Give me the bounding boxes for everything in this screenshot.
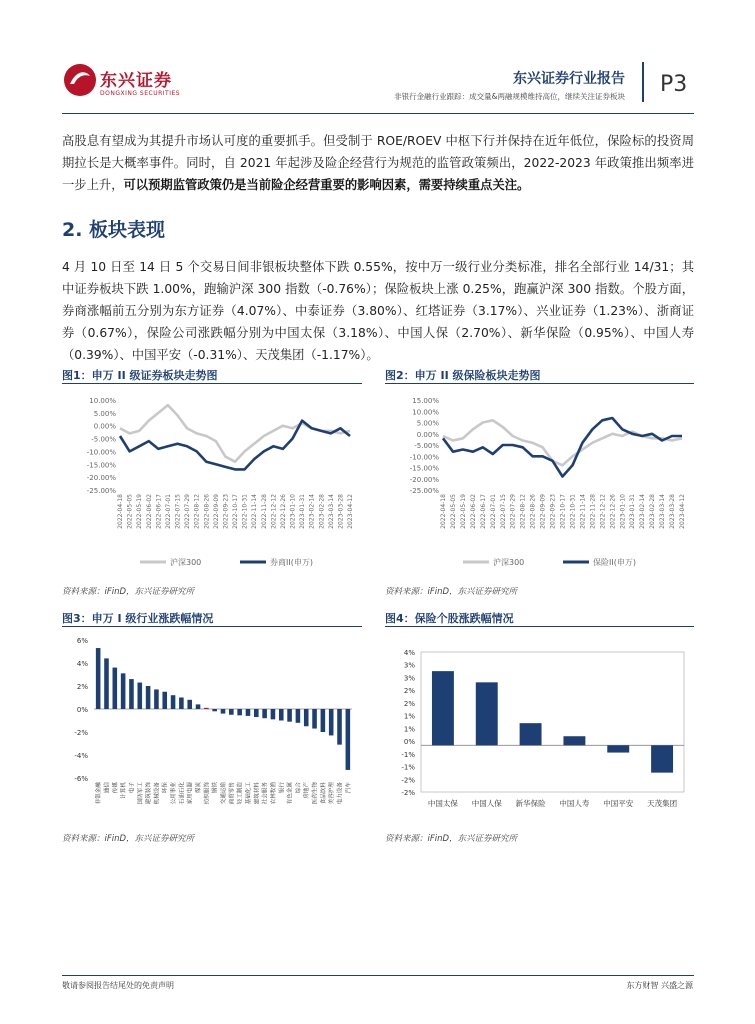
bar [204, 708, 209, 709]
bar [237, 709, 242, 715]
fig4-source: 资料来源：iFinD，东兴证券研究所 [385, 834, 518, 844]
x-tick-label: 电子 [129, 782, 136, 794]
y-tick-label: -2% [401, 776, 415, 785]
intro-text: 高股息有望成为其提升市场认可度的重要抓手。但受制于 ROE/ROEV 中枢下行并保持在近年低位，保险标的投资周期拉长是大概率事件。同时，自 2021 年起涉及险企经营行为规范的监管政策频出，2022-2023 年政策推出频率进一步上升， [62, 134, 694, 192]
fig1-source: 资料来源：iFinD，东兴证券研究所 [62, 587, 195, 597]
intro-paragraph [62, 130, 694, 196]
y-tick-label: -1% [401, 750, 415, 759]
x-tick-label: 2023-03-28 [337, 494, 345, 529]
bar [271, 709, 276, 719]
bar [104, 658, 109, 709]
y-tick-label: -4% [74, 752, 88, 760]
fig2-title: 图2：申万 II 级保险板块走势图 [385, 369, 541, 382]
x-tick-label: 2022-06-17 [155, 494, 163, 529]
y-tick-label: 2% [403, 699, 415, 708]
x-tick-label: 2022-10-17 [559, 494, 567, 529]
x-tick-label: 2022-12-12 [599, 494, 607, 529]
fig4-rule [385, 626, 694, 627]
legend-label: 沪深300 [170, 558, 202, 567]
x-tick-label: 2022-10-31 [569, 494, 577, 529]
x-tick-label: 2022-07-15 [499, 494, 507, 529]
x-tick-label: 天茂集团 [647, 799, 678, 808]
y-tick-label: 0.00% [93, 422, 116, 431]
x-tick-label: 2022-04-18 [440, 494, 447, 529]
intro-bold-text: 可以预期监管政策仍是当前险企经营重要的影响因素，需要持续重点关注。 [123, 178, 530, 192]
bar [287, 709, 292, 722]
y-tick-label: 5.00% [93, 409, 116, 418]
y-tick-label: 1% [403, 712, 415, 721]
header-divider [642, 62, 644, 102]
x-tick-label: 2022-07-01 [489, 494, 497, 529]
y-tick-label: -2% [74, 729, 88, 737]
x-tick-label: 中国太保 [427, 799, 458, 808]
x-tick-label: 中国人保 [471, 799, 502, 808]
x-tick-label: 2022-08-26 [529, 494, 537, 529]
series-line-0 [443, 420, 682, 465]
bar [296, 709, 301, 723]
x-tick-label: 交通运输 [221, 782, 227, 805]
bar [304, 709, 309, 726]
bar [113, 668, 118, 709]
y-tick-label: -5.00% [414, 442, 439, 450]
x-tick-label: 2022-09-09 [539, 494, 547, 529]
header-rule [62, 113, 694, 114]
bar [607, 745, 629, 752]
bar [154, 689, 159, 709]
x-tick-label: 新华保险 [515, 799, 546, 808]
bar [129, 679, 134, 709]
y-tick-label: 1% [403, 725, 415, 734]
y-tick-label: 0% [403, 738, 415, 747]
bar [171, 695, 176, 709]
x-tick-label: 2022-06-02 [469, 494, 477, 529]
x-tick-label: 2022-07-29 [509, 494, 517, 529]
x-tick-label: 2022-11-28 [589, 494, 597, 529]
bar [221, 709, 226, 714]
x-tick-label: 公用事业 [171, 782, 178, 805]
x-tick-label: 电力设备 [337, 782, 344, 805]
bar [337, 709, 342, 745]
footer-slogan: 东方财智 兴盛之源 [626, 981, 693, 990]
bar [162, 692, 167, 709]
x-tick-label: 2022-07-01 [164, 494, 172, 529]
x-tick-label: 2022-09-23 [222, 494, 230, 529]
bar [346, 709, 351, 770]
y-tick-label: -15.00% [409, 464, 439, 473]
x-tick-label: 2023-01-10 [619, 494, 627, 529]
bar [229, 709, 234, 715]
bar [432, 671, 454, 745]
bar [476, 682, 498, 745]
x-tick-label: 通信 [104, 782, 111, 794]
x-tick-label: 计算机 [121, 782, 128, 799]
y-tick-label: -6% [74, 775, 88, 783]
x-tick-label: 2022-11-14 [251, 494, 259, 529]
x-tick-label: 医药生物 [312, 782, 319, 805]
x-tick-label: 2022-11-14 [579, 494, 587, 529]
fig4-title: 图4：保险个股涨跌幅情况 [385, 612, 514, 625]
x-tick-label: 家用电器 [187, 782, 194, 805]
plot-frame [421, 652, 684, 792]
y-tick-label: 2% [403, 687, 415, 696]
x-tick-label: 2023-02-14 [639, 494, 647, 529]
y-tick-label: 0% [76, 706, 88, 714]
x-tick-label: 基础化工 [245, 782, 252, 805]
x-tick-label: 2022-07-29 [184, 494, 192, 529]
x-tick-label: 国防军工 [137, 782, 144, 805]
bar [246, 709, 251, 716]
x-tick-label: 2022-05-05 [449, 494, 457, 529]
bar [321, 709, 326, 732]
x-tick-label: 中国人寿 [559, 799, 590, 808]
y-tick-label: 3% [403, 674, 415, 683]
bar [121, 673, 126, 709]
x-tick-label: 2022-08-12 [193, 494, 201, 529]
fig2-rule [385, 383, 694, 384]
y-tick-label: -25.00% [86, 487, 116, 495]
x-tick-label: 环保 [162, 782, 169, 794]
y-tick-label: 4% [403, 649, 415, 657]
footer-disclaimer: 敬请参阅报告结尾处的免责声明 [62, 981, 174, 990]
x-tick-label: 房地产 [304, 782, 311, 799]
y-tick-label: 10.00% [412, 408, 439, 417]
x-tick-label: 钢铁 [212, 782, 219, 794]
bar [254, 709, 259, 717]
x-tick-label: 2023-01-31 [629, 494, 637, 529]
x-tick-label: 2022-12-12 [270, 494, 278, 529]
bar [187, 700, 192, 709]
legend-label: 券商II(申万) [270, 558, 313, 567]
fig2-source: 资料来源：iFinD，东兴证券研究所 [385, 587, 518, 597]
fig2-chart [385, 390, 694, 580]
x-tick-label: 2023-02-28 [649, 494, 657, 529]
x-tick-label: 中国平安 [603, 799, 634, 808]
y-tick-label: -10.00% [86, 448, 116, 457]
y-tick-label: 3% [403, 661, 415, 670]
x-tick-label: 建筑材料 [254, 782, 261, 805]
y-tick-label: -20.00% [409, 475, 439, 484]
fig3-rule [62, 626, 362, 627]
bar [262, 709, 267, 718]
y-tick-label: 6% [76, 637, 88, 645]
report-type: 东兴证券行业报告 [513, 71, 625, 87]
x-tick-label: 2022-12-26 [279, 494, 287, 529]
x-tick-label: 石油石化 [179, 782, 186, 805]
fig3-chart [62, 630, 362, 825]
x-tick-label: 传媒 [112, 782, 119, 794]
x-tick-label: 2023-04-12 [679, 494, 686, 529]
x-tick-label: 2022-06-02 [145, 494, 153, 529]
x-tick-label: 2022-09-09 [212, 494, 220, 529]
x-tick-label: 社会服务 [262, 782, 269, 805]
y-tick-label: -10.00% [409, 453, 439, 462]
bar [196, 704, 201, 709]
logo-emblem-icon [62, 62, 98, 98]
x-tick-label: 有色金属 [287, 782, 294, 805]
x-tick-label: 2023-02-14 [308, 494, 316, 529]
bar [651, 745, 673, 772]
bar [563, 736, 585, 745]
y-tick-label: 10.00% [89, 397, 116, 405]
bar [520, 723, 542, 745]
x-tick-label: 2022-07-15 [174, 494, 182, 529]
x-tick-label: 2023-01-10 [289, 494, 297, 529]
x-tick-label: 2023-03-28 [669, 494, 677, 529]
x-tick-label: 轻工制造 [237, 782, 244, 805]
y-tick-label: 0.00% [416, 430, 439, 439]
bar [179, 698, 184, 710]
bar [146, 686, 151, 709]
x-tick-label: 商贸零售 [229, 782, 236, 805]
y-tick-label: -15.00% [86, 461, 116, 470]
x-tick-label: 2022-09-23 [549, 494, 557, 529]
x-tick-label: 机械设备 [154, 782, 161, 805]
bar [212, 709, 217, 711]
x-tick-label: 2022-05-19 [136, 494, 144, 529]
footer-rule [62, 975, 694, 976]
page-number: P3 [660, 72, 688, 97]
x-tick-label: 2023-03-14 [659, 494, 667, 529]
logo-subtext: DONGXING SECURITIES [100, 90, 181, 97]
series-line-0 [120, 405, 350, 462]
bar [96, 648, 101, 709]
y-tick-label: -25.00% [409, 487, 439, 495]
y-tick-label: -2% [401, 789, 415, 797]
x-tick-label: 2022-12-26 [609, 494, 617, 529]
x-tick-label: 2023-03-14 [327, 494, 335, 529]
x-tick-label: 综合 [295, 782, 302, 794]
bar [137, 683, 142, 709]
fig1-rule [62, 383, 362, 384]
x-tick-label: 美容护理 [329, 782, 336, 805]
x-tick-label: 食品饮料 [320, 782, 327, 805]
x-tick-label: 建筑装饰 [146, 782, 153, 805]
x-tick-label: 2023-01-31 [299, 494, 307, 529]
x-tick-label: 银行 [279, 782, 286, 794]
logo-text: 东兴证券 [100, 71, 172, 91]
x-tick-label: 2022-06-17 [479, 494, 487, 529]
bar [329, 709, 334, 735]
x-tick-label: 2022-05-05 [126, 494, 134, 529]
fig3-source: 资料来源：iFinD，东兴证券研究所 [62, 834, 195, 844]
x-tick-label: 农林牧渔 [270, 782, 277, 805]
x-tick-label: 非银金融 [96, 782, 103, 805]
x-tick-label: 2022-11-28 [260, 494, 268, 529]
x-tick-label: 2022-10-17 [232, 494, 239, 529]
x-tick-label: 汽车 [345, 782, 352, 794]
legend-label: 保险II(申万) [593, 558, 636, 567]
performance-paragraph: 4 月 10 日至 14 日 5 个交易日间非银板块整体下跌 0.55%，按中万一级行业分类标准，排名全部行业 14/31；其中证券板块下跌 1.00%，跑输沪深 300 指数（-0.76%）；保险板块上涨 0.25%，跑赢沪深 300 指数。个股方面，券商涨幅前五分别为东方证券（4.07%）、中泰证券（3.80%）、红塔证券（3.17%）、兴业证券（1.23%）、浙商证券（0.67%），保险公司涨跌幅分别为中国太保（3.18%）、中国人保（2.70%）、新华保险（0.95%）、中国人寿（0.39%）、中国平安（-0.31%）、天茂集团（-1.17%）。 [62, 260, 694, 362]
y-tick-label: 2% [76, 683, 88, 691]
y-tick-label: 5.00% [416, 419, 439, 428]
fig3-title: 图3：申万 I 级行业涨跌幅情况 [62, 612, 214, 625]
fig1-chart [62, 390, 362, 580]
y-tick-label: 4% [76, 660, 88, 668]
x-tick-label: 2022-04-18 [117, 494, 124, 529]
bar [279, 709, 284, 721]
section-title: 2. 板块表现 [62, 219, 166, 241]
legend-label: 沪深300 [493, 558, 525, 567]
x-tick-label: 2022-05-19 [459, 494, 467, 529]
y-tick-label: 15.00% [412, 397, 439, 405]
x-tick-label: 煤炭 [196, 782, 203, 794]
x-tick-label: 2022-10-31 [241, 494, 249, 529]
y-tick-label: -20.00% [86, 474, 116, 483]
x-tick-label: 2023-04-12 [347, 494, 354, 529]
y-tick-label: -1% [401, 763, 415, 772]
y-tick-label: -5.00% [91, 435, 116, 444]
fig1-title: 图1：申万 II 级证券板块走势图 [62, 369, 218, 382]
x-tick-label: 2023-02-28 [318, 494, 326, 529]
x-tick-label: 2022-08-26 [203, 494, 211, 529]
fig4-chart [385, 630, 694, 825]
x-tick-label: 纺织服饰 [204, 782, 211, 805]
x-tick-label: 2022-08-12 [519, 494, 527, 529]
report-subtitle: 非银行金融行业跟踪：成交量&两融规模维持高位，继续关注证券板块 [394, 92, 625, 101]
bar [312, 709, 317, 729]
